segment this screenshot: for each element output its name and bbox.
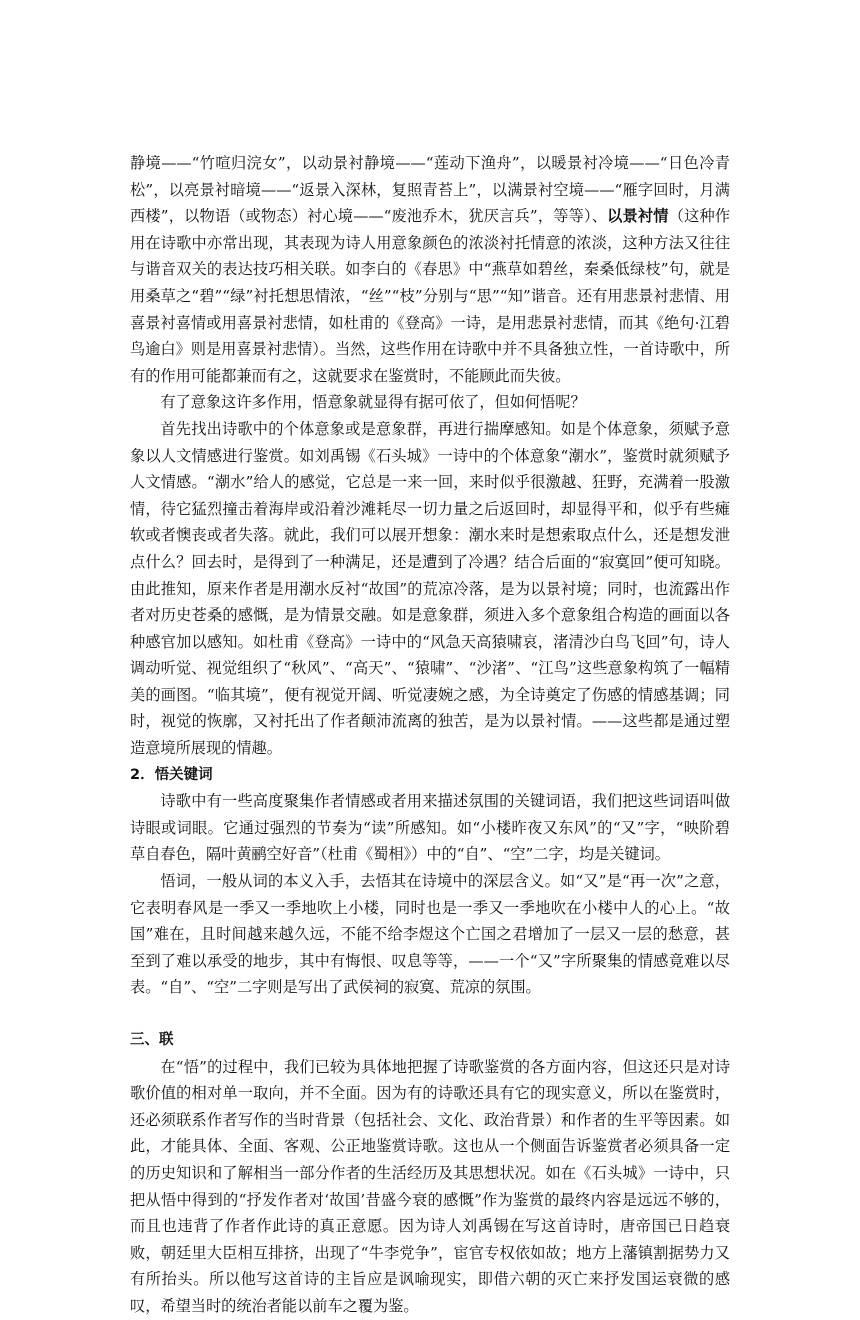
bold-term: 以景衬情 bbox=[607, 207, 669, 226]
paragraph-connect-context: 在“悟”的过程中，我们已较为具体地把握了诗歌鉴赏的各方面内容，但这还只是对诗歌价值的相对单一取向，并不全面。因为有的诗歌还具有它的现实意义，所以在鉴赏时，还必须联系作者写作的当时背景（包括社会、文化、政治背景）和作者的生平等因素。如此，才能具体、全面、客观、公正地鉴赏诗歌。这也从一个侧面告诉鉴赏者必须具备一定的历史知识和了解相当一部分作者的生活经历及其思想状况。如在《石头城》一诗中，只把从悟中得到的“抒发作者对‘故国’昔盛今衰的感慨”作为鉴赏的最终内容是远远不够的，而且也违背了作者作此诗的真正意愿。因为诗人刘禹锡在写这首诗时，唐帝国已日趋衰败，朝廷里大臣相互排挤，出现了“牛李党争”，宦官专权依如故；地方上藩镇割据势力又有所抬头。所以他写这首诗的主旨应是讽喻现实，即借六朝的灭亡来抒发国运衰微的感叹，希望当时的统治者能以前车之覆为鉴。 bbox=[130, 1057, 730, 1315]
paragraph-text: （这种作用在诗歌中亦常出现，其表现为诗人用意象颜色的浓淡衬托情意的浓淡，这种方法又往往与谐音双关的表达技巧相关联。如李白的《春思》中“燕草如碧丝，秦桑低绿枝”句，就是用桑草之“碧”“绿”衬托想思情浓，“丝”“枝”分别与“思”“知”谐音。还有用悲景衬悲情、用喜景衬喜情或用喜景衬悲情，如杜甫的《登高》一诗，是用悲景衬悲情，而其《绝句·江碧鸟逾白》则是用喜景衬悲情）。当然，这些作用在诗歌中并不具备独立性，一首诗歌中，所有的作用可能都兼而有之，这就要求在鉴赏时，不能顾此而失彼。 bbox=[130, 207, 731, 385]
paragraph-text: 静境——“竹喧归浣女”，以动景衬静境——“莲动下渔舟”，以暖景衬冷境——“日色冷青松”，以亮景衬暗境——“返景入深林，复照青苔上”，以满景衬空境——“雁字回时，月满西楼”，以物语（或物态）衬心境——“废池乔木，犹厌言兵”，等等）、 bbox=[130, 154, 730, 226]
document-body bbox=[130, 150, 730, 1320]
section-heading-keywords: 2．悟关键词 bbox=[130, 766, 213, 783]
paragraph-keywords-definition: 诗歌中有一些高度聚集作者情感或者用来描述氛围的关键词语，我们把这些词语叫做诗眼或词眼。它通过强烈的节奏为“读”所感知。如“小楼昨夜又东风”的“又”字，“映阶碧草自春色，隔叶黄鹂空好音”（杜甫《蜀相》）中的“自”、“空”二字，均是关键词。 bbox=[130, 792, 730, 864]
section-spacer bbox=[130, 1001, 730, 1027]
paragraph-transition: 有了意象这许多作用，悟意象就显得有据可依了，但如何悟呢？ bbox=[160, 393, 586, 412]
paragraph-imagery-method: 首先找出诗歌中的个体意象或是意象群，再进行揣摩感知。如是个体意象，须赋予意象以人文情感进行鉴赏。如刘禹锡《石头城》一诗中的个体意象“潮水”，鉴赏时就须赋予人文情感。“潮水”给人的感觉，它总是一来一回，来时似乎很激越、狂野，充满着一股激情，待它猛烈撞击着海岸或沿着沙滩耗尽一切力量之后返回时，却显得平和，似乎有些瘫软或者懊丧或者失落。就此，我们可以展开想象：潮水来时是想索取点什么，还是想发泄点什么？回去时，是得到了一种满足，还是遭到了冷遇？结合后面的“寂寞回”便可知晓。由此推知，原来作者是用潮水反衬“故国”的荒凉冷落，是为以景衬境；同时，也流露出作者对历史苍桑的感慨，是为情景交融。如是意象群，须进入多个意象组合构造的画面以各种感官加以感知。如杜甫《登高》一诗中的“风急天高猿啸哀，渚清沙白鸟飞回”句，诗人调动听觉、视觉组织了“秋风”、“高天”、“猿啸”、“沙渚”、“江鸟”这些意象构筑了一幅精美的画图。“临其境”，便有视觉开阔、听觉凄婉之感，为全诗奠定了伤感的情感基调；同时，视觉的恢廓，又衬托出了作者颠沛流离的独苦，是为以景衬情。——这些都是通过塑造意境所展现的情趣。 bbox=[130, 419, 730, 758]
section-heading-connect: 三、联 bbox=[130, 1032, 174, 1048]
paragraph-keywords-analysis: 悟词，一般从词的本义入手，去悟其在诗境中的深层含义。如“又”是“再一次”之意，它表明春风是一季又一季地吹上小楼，同时也是一季又一季地吹在小楼中人的心上。“故国”难在，且时间越来越久远，不能不给李煜这个亡国之君增加了一层又一层的愁意，甚至到了难以承受的地步，其中有悔恨、叹息等等，——一个“又”字所聚集的情感竟难以尽表。“自”、“空”二字则是写出了武侯祠的寂寞、荒凉的氛围。 bbox=[130, 872, 730, 997]
paragraph-contrast-effects bbox=[130, 150, 730, 389]
